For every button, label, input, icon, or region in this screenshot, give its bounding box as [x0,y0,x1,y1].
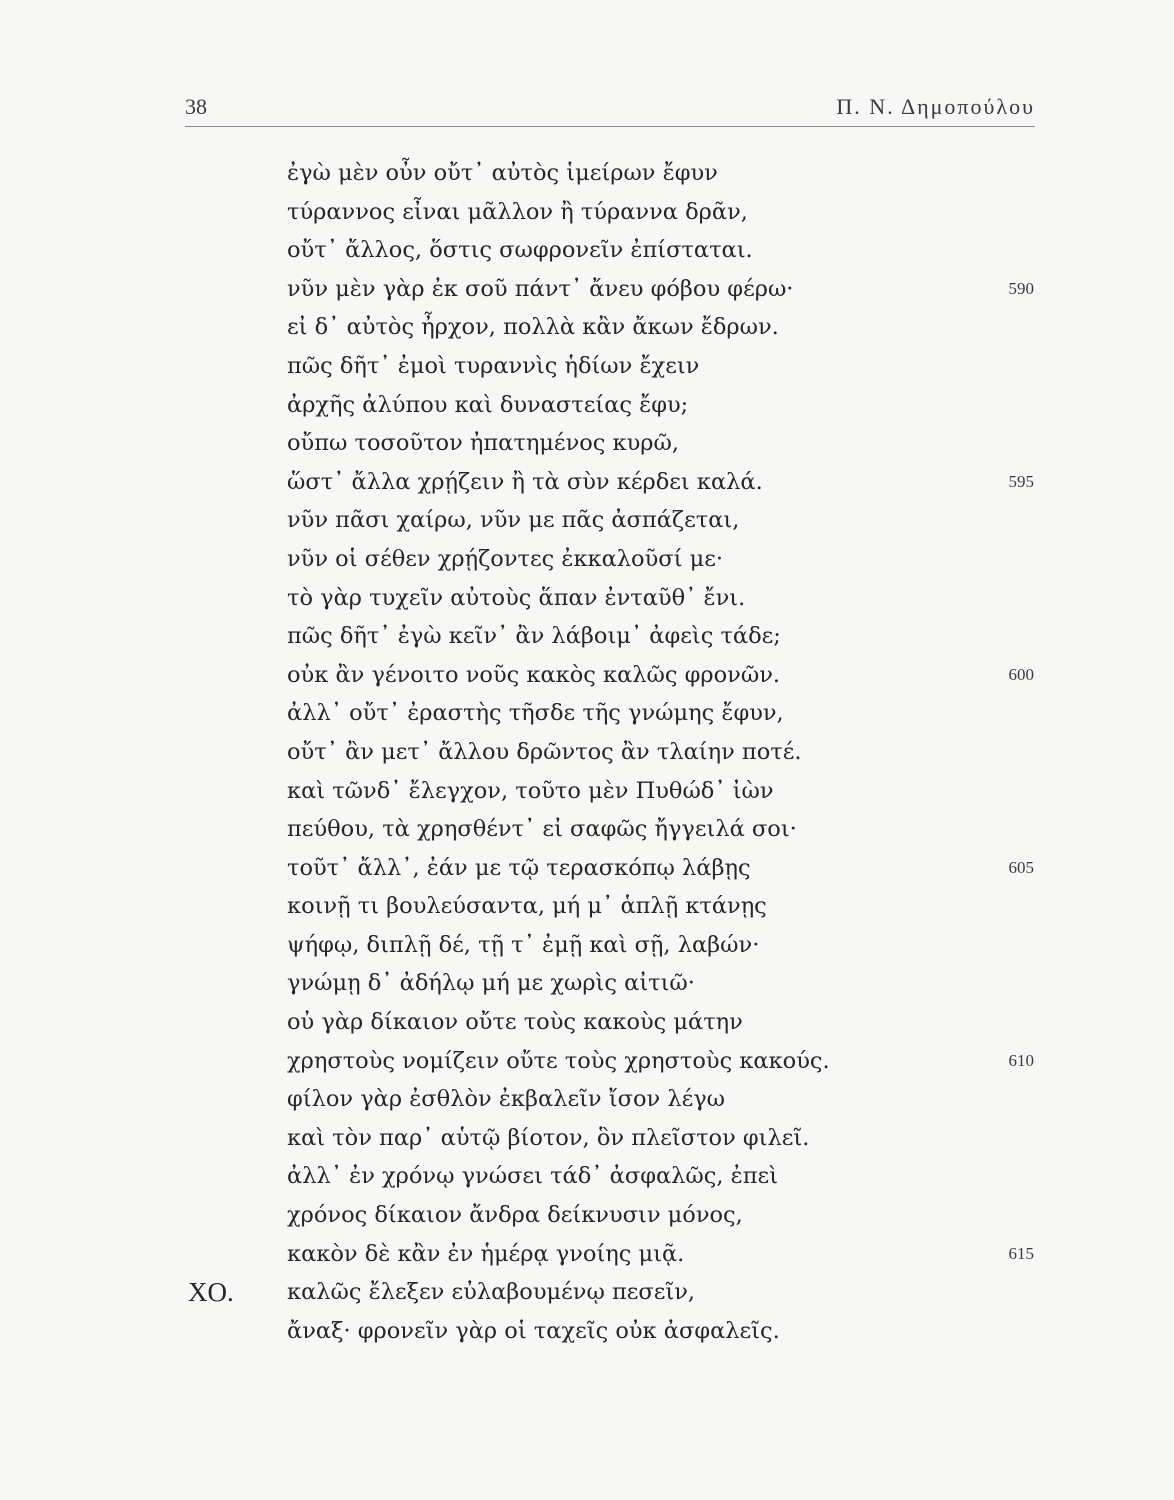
verse-line [0,694,1174,733]
verse-text: κοινῇ τι βουλεύσαντα, μή μ᾽ ἁπλῇ κτάνῃς [287,893,767,920]
verse-line [0,656,1174,695]
verse-text: καὶ τῶνδ᾽ ἔλεγχον, τοῦτο μὲν Πυθώδ᾽ ἰὼν [287,777,774,804]
line-number: 605 [1008,857,1034,877]
verse-line [0,154,1174,193]
verse-text: οὔτ᾽ ἄλλος, ὅστις σωφρονεῖν ἐπίσταται. [287,237,753,264]
verse-line [0,849,1174,888]
verse-line [0,1273,1174,1312]
verse-text: χρόνος δίκαιον ἄνδρα δείκνυσιν μόνος, [287,1202,743,1229]
verse-line [0,463,1174,502]
header-rule [185,126,1035,127]
verse-text: πῶς δῆτ᾽ ἐγὼ κεῖν᾽ ἂν λάβοιμ᾽ ἀφεὶς τάδε; [287,623,781,650]
verse-line [0,1157,1174,1196]
verse-line [0,887,1174,926]
line-number: 590 [1008,278,1034,298]
verse-line [0,424,1174,463]
verse-line [0,1235,1174,1274]
line-number: 600 [1008,664,1034,684]
running-head: Π. Ν. Δημοπούλου [836,94,1035,119]
verse-line [0,1312,1174,1351]
line-number: 595 [1008,471,1034,491]
page-number: 38 [185,94,207,119]
verse-text: πεύθου, τὰ χρησθέντ᾽ εἰ σαφῶς ἤγγειλά σοι· [287,816,797,843]
verse-line [0,926,1174,965]
verse-text: οὐ γὰρ δίκαιον οὔτε τοὺς κακοὺς μάτην [287,1009,743,1036]
verse-text: οὔπω τοσοῦτον ἠπατημένος κυρῶ, [287,430,680,457]
verse-text: φίλον γὰρ ἐσθλὸν ἐκβαλεῖν ἴσον λέγω [287,1086,726,1113]
verse-text: ἐγὼ μὲν οὖν οὔτ᾽ αὐτὸς ἱμείρων ἔφυν [287,160,718,186]
verse-line [0,810,1174,849]
verse-line [0,386,1174,425]
verse-line [0,1080,1174,1119]
verse-line [0,1119,1174,1158]
verse-text: νῦν μὲν γὰρ ἐκ σοῦ πάντ᾽ ἄνευ φόβου φέρω· [287,275,794,302]
page-header [185,94,1035,126]
verse-text: ἀλλ᾽ οὔτ᾽ ἐραστὴς τῆσδε τῆς γνώμης ἔφυν, [287,700,784,727]
verse-text: κακὸν δὲ κἂν ἐν ἡμέρᾳ γνοίης μιᾷ. [287,1240,685,1267]
verse-text: τύραννος εἶναι μᾶλλον ἢ τύραννα δρᾶν, [287,198,748,225]
verse-line [0,1003,1174,1042]
verse-text: νῦν οἱ σέθεν χρῄζοντες ἐκκαλοῦσί με· [287,545,724,572]
verse-line [0,270,1174,309]
verse-line [0,540,1174,579]
verse-text: ψήφῳ, διπλῇ δέ, τῇ τ᾽ ἐμῇ καὶ σῇ, λαβών· [287,931,760,958]
verse-line [0,231,1174,270]
verse-text: γνώμῃ δ᾽ ἀδήλῳ μή με χωρὶς αἰτιῶ· [287,970,695,997]
verse-line [0,964,1174,1003]
verse-text: νῦν πᾶσι χαίρω, νῦν με πᾶς ἀσπάζεται, [287,507,740,534]
verse-line [0,308,1174,347]
verse-text: χρηστοὺς νομίζειν οὔτε τοὺς χρηστοὺς κακούς. [287,1047,830,1074]
verse-text: καὶ τὸν παρ᾽ αὑτῷ βίοτον, ὃν πλεῖστον φιλεῖ. [287,1124,810,1151]
speaker-label: ΧΟ. [188,1277,234,1308]
verse-line [0,733,1174,772]
verse-line [0,617,1174,656]
verse-text: ὥστ᾽ ἄλλα χρῄζειν ἢ τὰ σὺν κέρδει καλά. [287,468,763,495]
verse-text: τὸ γὰρ τυχεῖν αὐτοὺς ἅπαν ἐνταῦθ᾽ ἔνι. [287,584,746,611]
verse-text: ἄναξ· φρονεῖν γὰρ οἱ ταχεῖς οὐκ ἀσφαλεῖς. [287,1317,780,1344]
verse-line [0,193,1174,232]
verse-block [0,154,1174,1350]
line-number: 610 [1008,1050,1034,1070]
verse-text: οὔτ᾽ ἂν μετ᾽ ἄλλου δρῶντος ἂν τλαίην ποτέ. [287,738,802,765]
verse-line [0,1196,1174,1235]
line-number: 615 [1008,1243,1034,1263]
verse-text: ἀρχῆς ἀλύπου καὶ δυναστείας ἔφυ; [287,391,689,418]
verse-line [0,579,1174,618]
verse-text: καλῶς ἔλεξεν εὐλαβουμένῳ πεσεῖν, [287,1279,696,1306]
verse-text: πῶς δῆτ᾽ ἐμοὶ τυραννὶς ἡδίων ἔχειν [287,352,700,379]
verse-text: εἰ δ᾽ αὐτὸς ἦρχον, πολλὰ κἂν ἄκων ἔδρων. [287,314,779,341]
verse-text: τοῦτ᾽ ἄλλ᾽, ἐάν με τῷ τερασκόπῳ λάβῃς [287,854,751,881]
verse-line [0,501,1174,540]
verse-line [0,1042,1174,1081]
verse-line [0,347,1174,386]
verse-text: ἀλλ᾽ ἐν χρόνῳ γνώσει τάδ᾽ ἀσφαλῶς, ἐπεὶ [287,1163,779,1190]
verse-text: οὐκ ἂν γένοιτο νοῦς κακὸς καλῶς φρονῶν. [287,661,781,688]
verse-line [0,772,1174,811]
